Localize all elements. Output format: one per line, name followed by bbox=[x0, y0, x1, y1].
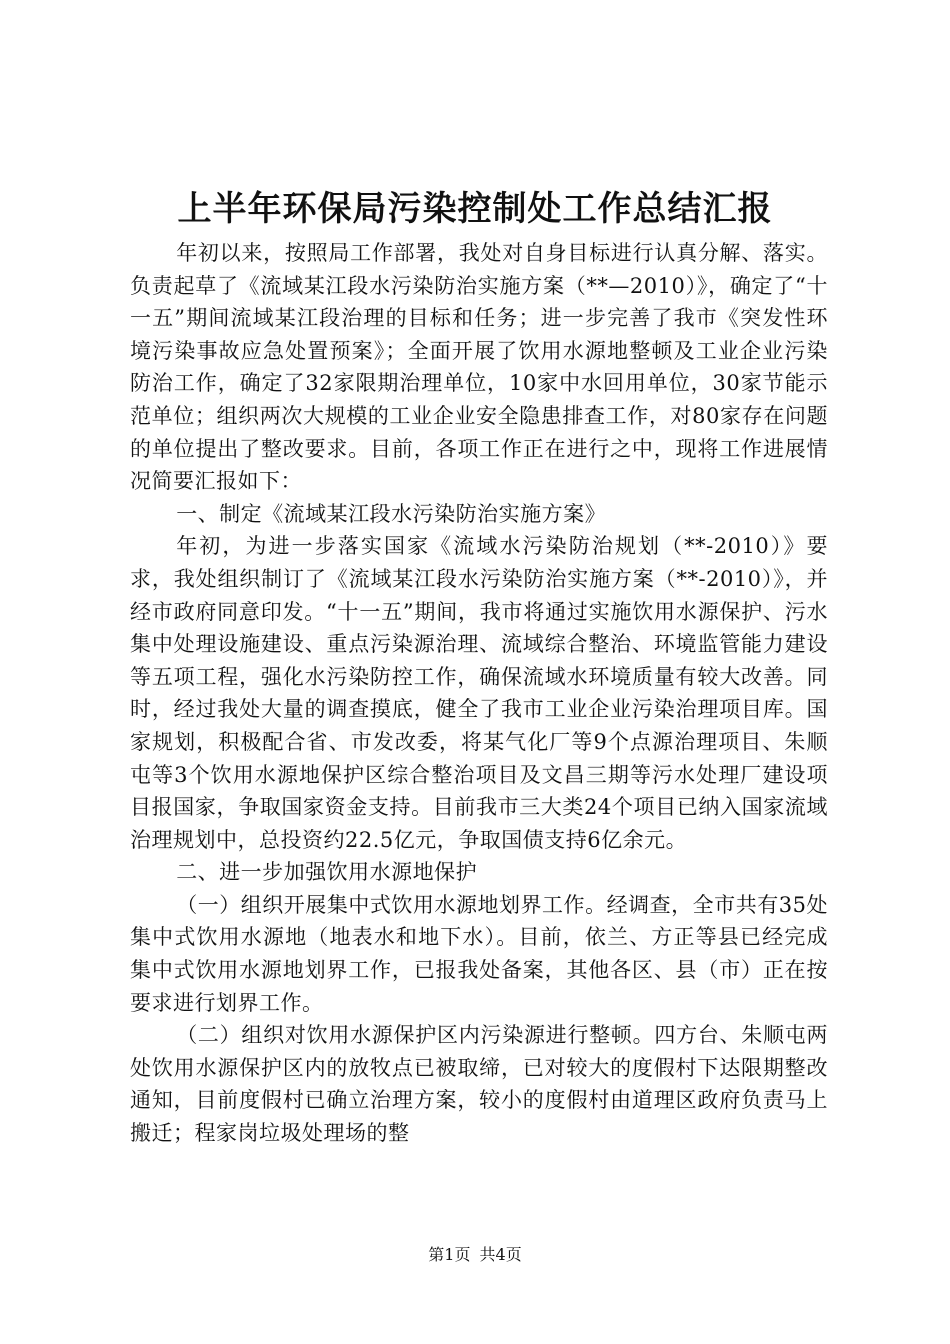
page-number: 第1页 bbox=[428, 1245, 471, 1264]
page-footer bbox=[0, 1244, 950, 1266]
section-heading-1: 一、制定《流域某江段水污染防治实施方案》 bbox=[176, 501, 607, 526]
section-2-item-1: （一）组织开展集中式饮用水源地划界工作。经调查，全市共有35处集中式饮用水源地（地表水和地下水）。目前，依兰、方正等县已经完成集中式饮用水源地划界工作，已报我处备案，其他各区、县（市）正在按要求进行划界工作。 bbox=[130, 892, 828, 1015]
section-2-item-2: （二）组织对饮用水源保护区内污染源进行整顿。四方台、朱顺屯两处饮用水源保护区内的放牧点已被取缔，已对较大的度假村下达限期整改通知，目前度假村已确立治理方案，较小的度假村由道理区政府负责马上搬迁；程家岗垃圾处理场的整 bbox=[130, 1023, 828, 1146]
page-total: 共4页 bbox=[479, 1245, 522, 1264]
section-heading-2: 二、进一步加强饮用水源地保护 bbox=[176, 860, 478, 885]
section-1-paragraph: 年初，为进一步落实国家《流域水污染防治规划（**-2010）》要求，我处组织制订了《流域某江段水污染防治实施方案（**-2010）》，并经市政府同意印发。“十一五”期间，我市将通过实施饮用水源保护、污水集中处理设施建设、重点污染源治理、流域综合整治、环境监管能力建设等五项工程，强化水污染防控工作，确保流域水环境质量有较大改善。同时，经过我处大量的调查摸底，健全了我市工业企业污染治理项目库。国家规划，积极配合省、市发改委，将某气化厂等9个点源治理项目、朱顺屯等3个饮用水源地保护区综合整治项目及文昌三期等污水处理厂建设项目报国家，争取国家资金支持。目前我市三大类24个项目已纳入国家流域治理规划中，总投资约22.5亿元，争取国债支持6亿余元。 bbox=[130, 534, 828, 852]
intro-paragraph: 年初以来，按照局工作部署，我处对自身目标进行认真分解、落实。负责起草了《流域某江段水污染防治实施方案（**—2010）》，确定了“十一五”期间流域某江段治理的目标和任务；进一步完善了我市《突发性环境污染事故应急处置预案》；全面开展了饮用水源地整顿及工业企业污染防治工作，确定了32家限期治理单位，10家中水回用单位，30家节能示范单位；组织两次大规模的工业企业安全隐患排查工作，对80家存在问题的单位提出了整改要求。目前，各项工作正在进行之中，现将工作进展情况简要汇报如下： bbox=[130, 241, 828, 494]
document-body bbox=[130, 237, 828, 1150]
document-title: 上半年环保局污染控制处工作总结汇报 bbox=[177, 189, 773, 229]
